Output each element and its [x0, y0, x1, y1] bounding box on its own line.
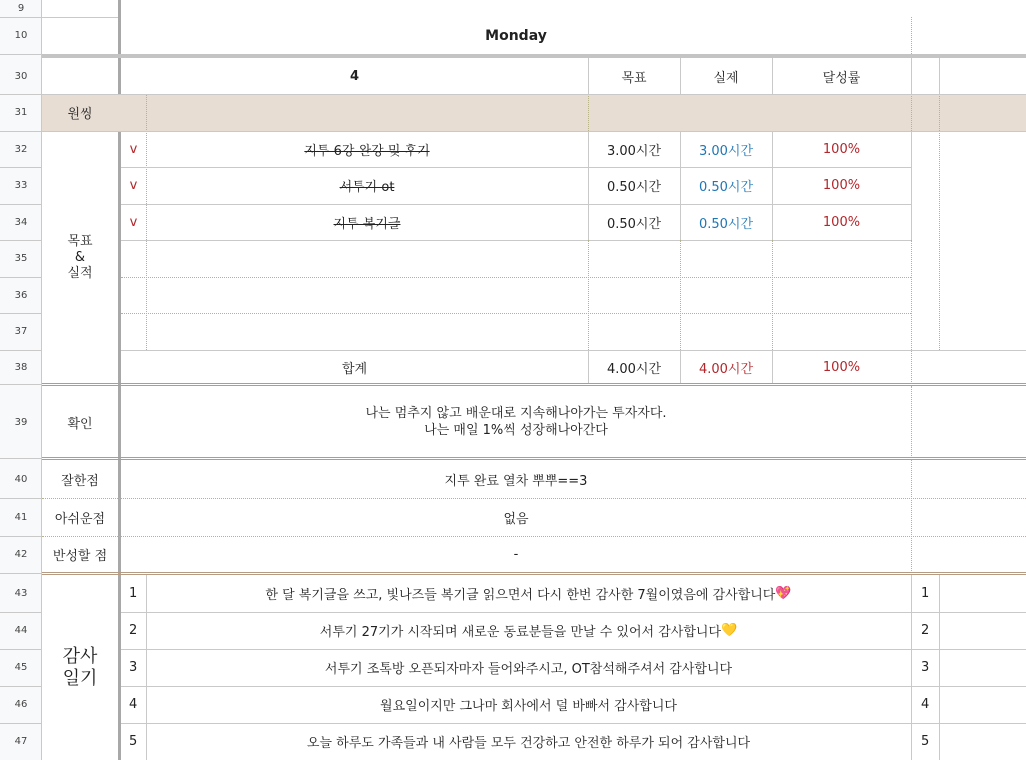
check-mark[interactable]: v: [129, 178, 138, 193]
gratitude-entry[interactable]: [146, 612, 911, 649]
gratitude-number: 1: [129, 586, 138, 601]
check-mark[interactable]: v: [129, 141, 138, 157]
row-number: 41: [14, 511, 28, 523]
confirm-statement[interactable]: [121, 386, 911, 458]
row-number: 38: [14, 361, 28, 373]
row-number: 45: [14, 662, 28, 673]
gratitude-number: 3: [129, 660, 138, 675]
check-mark[interactable]: v: [129, 214, 138, 230]
goal-column-header: 목표: [621, 70, 647, 86]
row-number: 44: [14, 625, 28, 636]
total-actual-hours[interactable]: 4.00시간: [698, 361, 754, 377]
gratitude-entry[interactable]: [146, 575, 911, 612]
category-label: 원씽: [67, 107, 93, 122]
row-number: 47: [14, 736, 28, 747]
category-band: [42, 94, 1026, 131]
rate-column-header: 달성률: [822, 70, 861, 86]
goal-task[interactable]: 지투 복기글: [333, 216, 401, 232]
reflection-label-reflect: 반성할 점: [52, 549, 108, 564]
gratitude-number: 5: [129, 734, 138, 749]
gratitude-section-label: 감사 일기: [62, 645, 98, 689]
actual-hours[interactable]: 0.50시간: [698, 216, 754, 232]
row-number: 30: [14, 70, 28, 82]
row-number: 32: [14, 143, 28, 155]
row-number: 34: [14, 216, 28, 228]
actual-hours[interactable]: 3.00시간: [698, 143, 754, 159]
gratitude-number: 4: [129, 697, 138, 712]
row-number: 37: [14, 326, 28, 337]
row-number: 35: [14, 253, 28, 264]
gratitude-right-number: 5: [921, 734, 930, 749]
gratitude-text: 월요일이지만 그나마 회사에서 덜 바빠서 감사합니다: [380, 699, 677, 714]
total-label: 합계: [341, 361, 368, 377]
gratitude-entry[interactable]: [146, 686, 911, 723]
reflection-text-good[interactable]: 지투 완료 열차 뿌뿌==3: [444, 473, 588, 489]
actual-column-header: 실제: [713, 70, 739, 86]
row-number: 31: [14, 107, 28, 118]
gratitude-right-number: 2: [921, 623, 930, 638]
gratitude-text: 오늘 하루도 가족들과 내 사람들 모두 건강하고 안전한 하루가 되어 감사합니다: [306, 736, 751, 751]
row-number: 39: [14, 416, 28, 428]
gratitude-right-number: 4: [921, 697, 930, 712]
total-goal-hours[interactable]: 4.00시간: [606, 361, 662, 377]
reflection-text-reflect[interactable]: -: [513, 547, 519, 562]
goal-task[interactable]: 지투 6강 완강 및 후기: [304, 143, 430, 159]
row-number: 40: [14, 473, 28, 485]
total-achievement-rate[interactable]: 100%: [822, 359, 861, 375]
row-number: 36: [14, 289, 28, 301]
actual-hours[interactable]: 0.50시간: [698, 180, 754, 195]
goal-hours[interactable]: 0.50시간: [606, 216, 662, 232]
row-number: 43: [14, 588, 28, 599]
gratitude-text: 서투기 27기가 시작되며 새로운 동료분들을 만날 수 있어서 감사합니다: [319, 625, 722, 640]
confirm-label: 확인: [67, 416, 93, 432]
row-number: 9: [17, 3, 25, 14]
gratitude-text: 서투기 조톡방 오픈되자마자 들어와주시고, OT참석해주셔서 감사합니다: [324, 662, 733, 677]
row-number: 10: [14, 30, 28, 41]
row-number: 46: [14, 699, 28, 710]
day-title: Monday: [485, 27, 547, 44]
row-number: 42: [14, 549, 28, 560]
achievement-rate[interactable]: 100%: [822, 141, 861, 157]
heart-icon: 💖: [775, 586, 792, 601]
confirm-line-1: 나는 멈추지 않고 배운대로 지속해나아가는 투자자다.: [365, 406, 667, 421]
gratitude-text: 한 달 복기글을 쓰고, 빛나즈들 복기글 읽으면서 다시 한번 감사한 7월이였음에 감사합니다: [265, 588, 776, 603]
week-number: 4: [349, 68, 360, 84]
gratitude-right-number: 3: [921, 660, 930, 675]
heart-icon: 💛: [721, 623, 738, 638]
gratitude-entry[interactable]: [146, 649, 911, 686]
goal-hours[interactable]: 0.50시간: [606, 180, 662, 195]
reflection-text-regret[interactable]: 없음: [503, 511, 529, 527]
gratitude-number: 2: [129, 623, 138, 638]
gratitude-entry[interactable]: [146, 723, 911, 760]
reflection-label-regret: 아쉬운점: [54, 511, 106, 527]
achievement-rate[interactable]: 100%: [822, 178, 861, 193]
goal-hours[interactable]: 3.00시간: [606, 143, 662, 159]
goal-task[interactable]: 서투기 ot: [339, 180, 395, 195]
gratitude-right-number: 1: [921, 586, 930, 601]
achievement-rate[interactable]: 100%: [822, 214, 861, 230]
row-number: 33: [14, 180, 28, 191]
confirm-line-2: 나는 매일 1%씩 성장해나아간다: [424, 423, 608, 438]
goals-section-label: 목표 & 실적: [67, 233, 93, 281]
reflection-label-good: 잘한점: [61, 473, 99, 489]
